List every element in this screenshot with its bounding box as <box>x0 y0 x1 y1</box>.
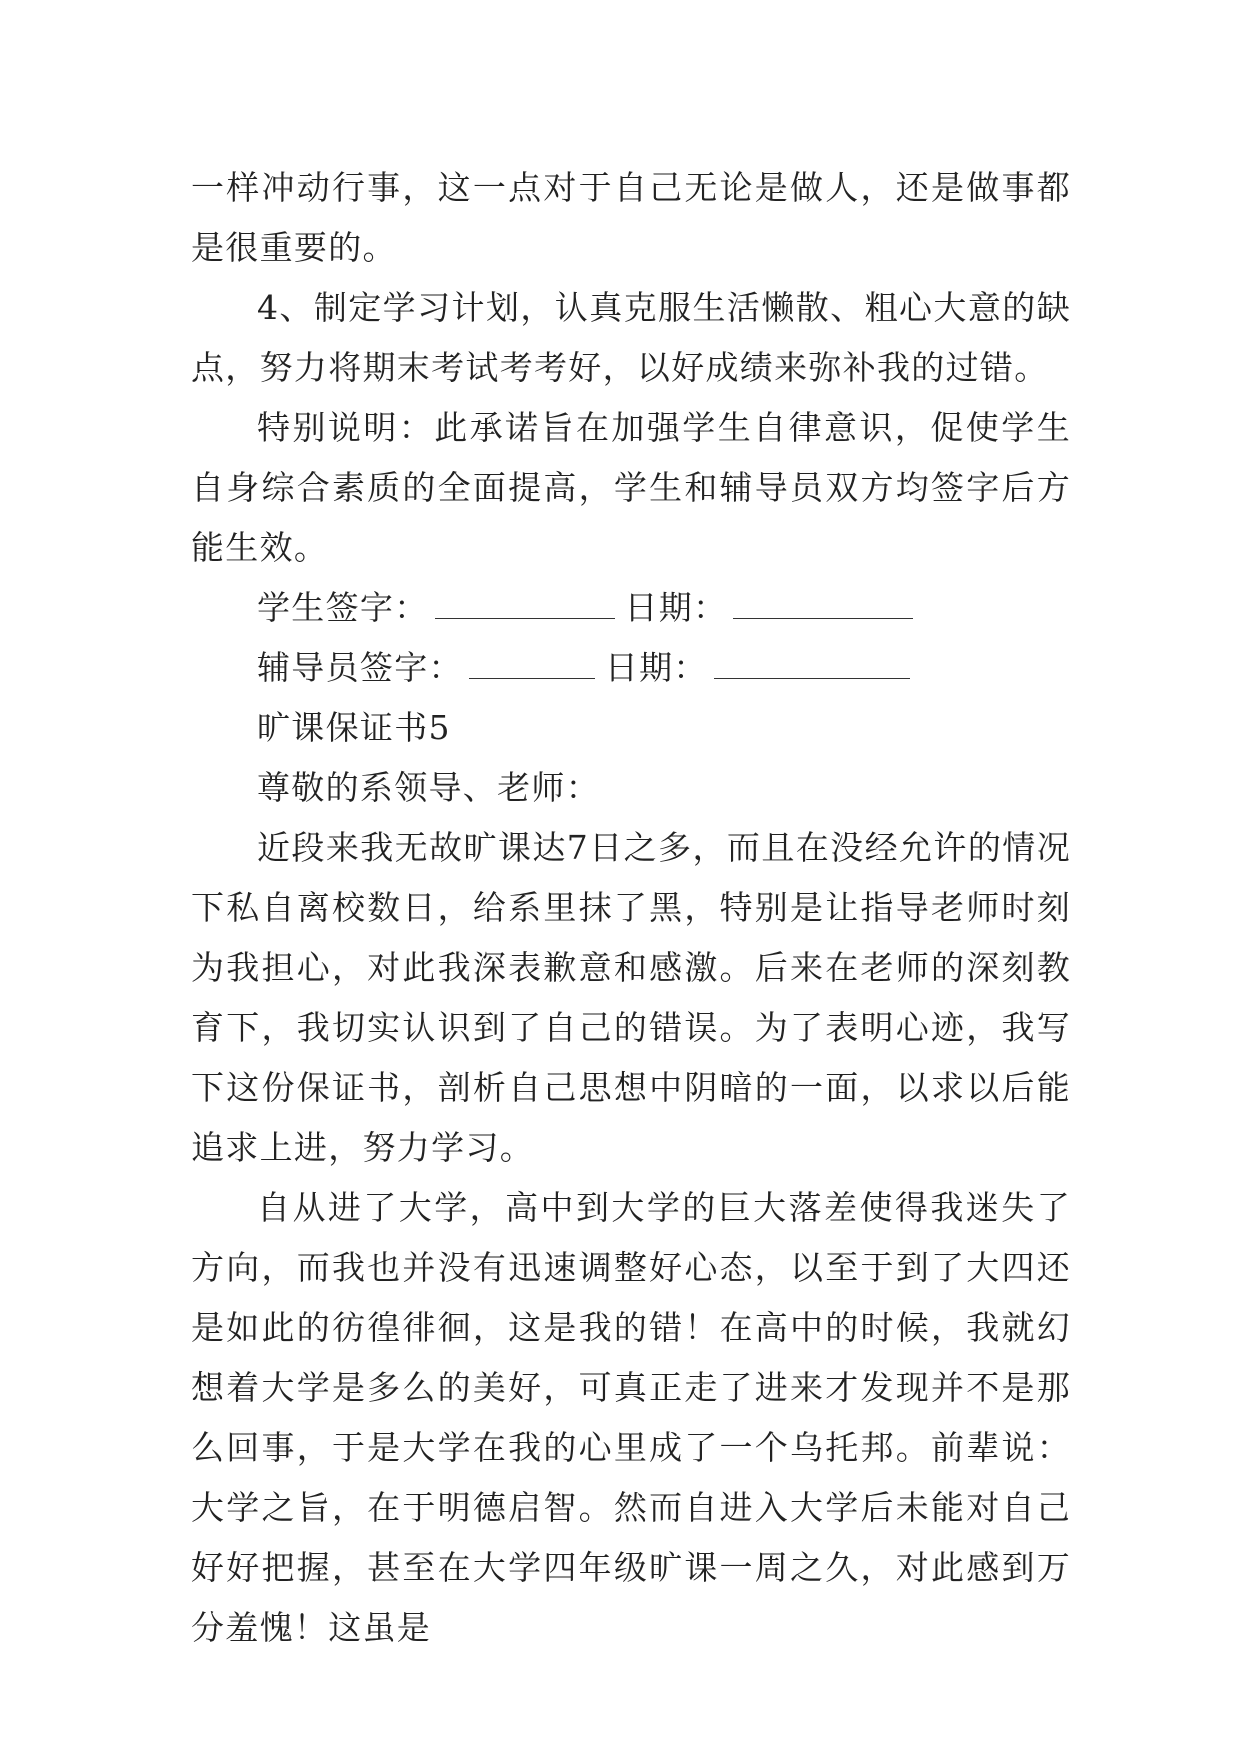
section-title: 旷课保证书5 <box>257 708 451 747</box>
body-paragraph-2: 自从进了大学，高中到大学的巨大落差使得我迷失了方向，而我也并没有迅速调整好心态，以至于到了大四还是如此的彷徨徘徊，这是我的错！在高中的时候，我就幻想着大学是多么的美好，可真正走了进来才发现并不是那么回事，于是大学在我的心里成了一个乌托邦。前辈说：大学之旨，在于明德启智。然而自进入大学后未能对自己好好把握，甚至在大学四年级旷课一周之久，对此感到万分羞愧！这虽是 <box>191 1188 1071 1647</box>
body-paragraph-1: 近段来我无故旷课达7日之多，而且在没经允许的情况下私自离校数日，给系里抹了黑，特别是让指导老师时刻为我担心，对此我深表歉意和感激。后来在老师的深刻教育下，我切实认识到了自己的错误。为了表明心迹，我写下这份保证书，剖析自己思想中阴暗的一面，以求以后能追求上进，努力学习。 <box>191 828 1071 1167</box>
document-body <box>191 158 1071 1658</box>
counselor-signature-line <box>191 638 1071 698</box>
counselor-date-blank <box>714 638 910 679</box>
student-signature-line <box>191 578 1071 638</box>
student-date-blank <box>733 578 913 619</box>
paragraph-item-4: 4、制定学习计划，认真克服生活懒散、粗心大意的缺点，努力将期末考试考考好，以好成绩来弥补我的过错。 <box>191 288 1071 387</box>
counselor-date-label: 日期： <box>604 648 708 687</box>
student-signature-blank <box>435 578 615 619</box>
paragraph-special-note: 特别说明：此承诺旨在加强学生自律意识，促使学生自身综合素质的全面提高，学生和辅导员双方均签字后方能生效。 <box>191 408 1071 567</box>
counselor-signature-label: 辅导员签字： <box>257 648 463 687</box>
student-signature-label: 学生签字： <box>257 588 429 627</box>
counselor-signature-blank <box>469 638 595 679</box>
paragraph-continuation: 一样冲动行事，这一点对于自己无论是做人，还是做事都是很重要的。 <box>191 168 1071 267</box>
student-date-label: 日期： <box>624 588 728 627</box>
salutation: 尊敬的系领导、老师： <box>257 768 600 807</box>
